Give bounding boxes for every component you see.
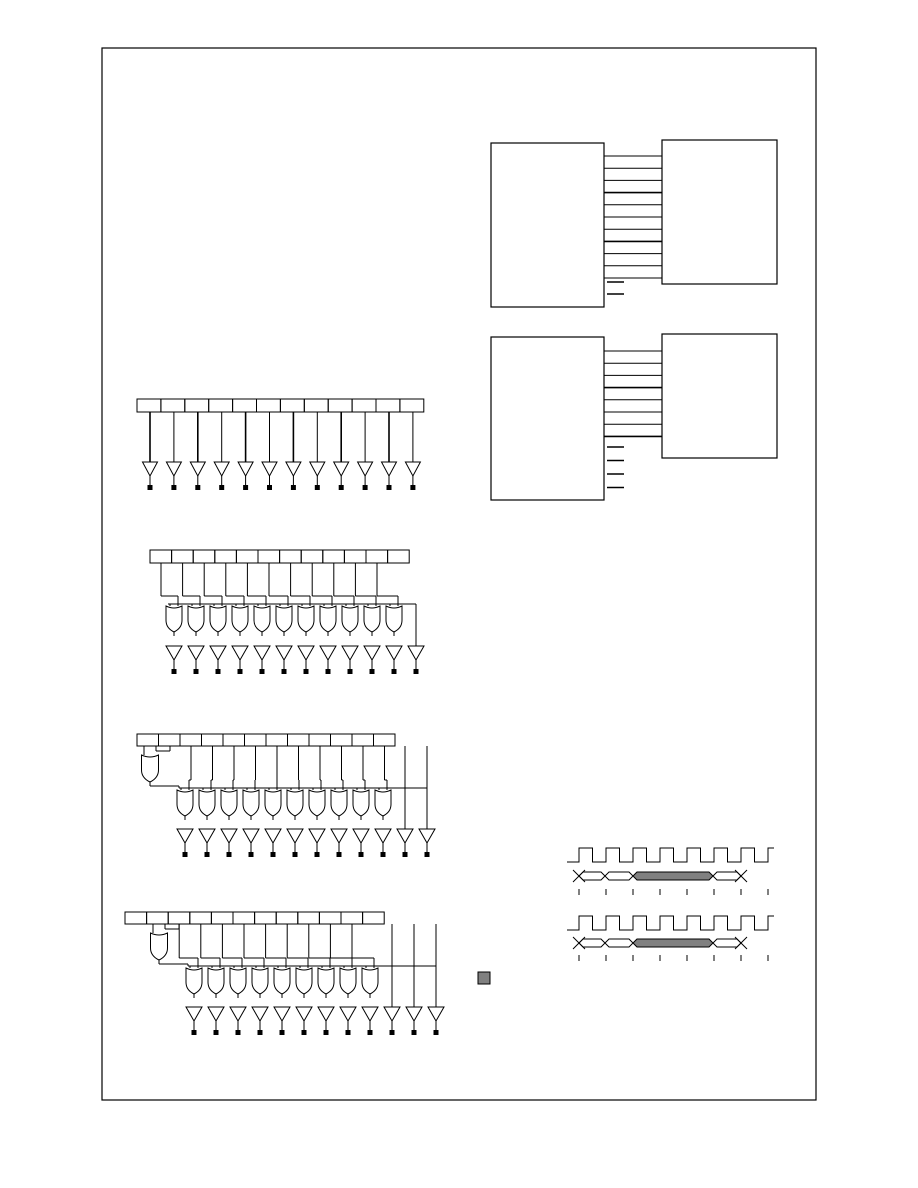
register-cell bbox=[331, 734, 353, 746]
data-segment bbox=[713, 872, 741, 880]
register-cell bbox=[211, 912, 233, 924]
legend-swatch bbox=[478, 972, 490, 984]
or-gate bbox=[265, 790, 281, 816]
or-gate bbox=[331, 790, 347, 816]
driver-triangle bbox=[386, 646, 402, 660]
output-pad bbox=[236, 1030, 241, 1035]
or-gate bbox=[188, 606, 204, 632]
output-driver bbox=[143, 462, 158, 490]
register-cell bbox=[137, 399, 161, 412]
driver-triangle bbox=[166, 462, 181, 476]
register-cell bbox=[352, 399, 376, 412]
driver-triangle bbox=[320, 646, 336, 660]
input-or-gate bbox=[142, 755, 159, 782]
output-driver bbox=[405, 462, 420, 490]
register-cell bbox=[180, 734, 202, 746]
interface-device-box bbox=[662, 334, 777, 458]
driver-triangle bbox=[221, 829, 237, 843]
or-gate bbox=[386, 606, 402, 632]
or-gate bbox=[221, 790, 237, 816]
register-cell bbox=[159, 734, 181, 746]
output-driver bbox=[296, 1007, 312, 1035]
output-pad bbox=[403, 852, 408, 857]
or-gate bbox=[287, 790, 303, 816]
driver-triangle bbox=[334, 462, 349, 476]
register-cell bbox=[304, 399, 328, 412]
legend-group bbox=[478, 972, 490, 984]
output-driver bbox=[166, 462, 181, 490]
output-driver bbox=[254, 646, 270, 674]
output-driver bbox=[188, 646, 204, 674]
timing-diagrams-group bbox=[567, 848, 774, 961]
interface-device-box bbox=[662, 140, 777, 284]
register-cell bbox=[137, 734, 159, 746]
output-driver bbox=[276, 646, 292, 674]
register-cell bbox=[193, 550, 215, 563]
driver-triangle bbox=[384, 1007, 400, 1021]
output-pad bbox=[339, 485, 344, 490]
data-segment bbox=[579, 872, 605, 880]
output-pad bbox=[315, 485, 320, 490]
driver-triangle bbox=[318, 1007, 334, 1021]
register-cell bbox=[233, 912, 255, 924]
or-gate bbox=[276, 606, 292, 632]
driver-triangle bbox=[296, 1007, 312, 1021]
driver-triangle bbox=[397, 829, 413, 843]
output-driver bbox=[406, 1007, 422, 1035]
register-cell bbox=[400, 399, 424, 412]
driver-triangle bbox=[358, 462, 373, 476]
output-pad bbox=[192, 1030, 197, 1035]
or-gate bbox=[274, 968, 290, 994]
driver-triangle bbox=[208, 1007, 224, 1021]
input-or-gate bbox=[151, 933, 168, 960]
driver-triangle bbox=[232, 646, 248, 660]
output-driver bbox=[419, 829, 435, 857]
driver-triangle bbox=[143, 462, 158, 476]
output-driver bbox=[286, 462, 301, 490]
output-driver bbox=[166, 646, 182, 674]
register-cell bbox=[341, 912, 363, 924]
register-cell bbox=[276, 912, 298, 924]
driver-triangle bbox=[254, 646, 270, 660]
register-cell bbox=[266, 734, 288, 746]
driver-triangle bbox=[210, 646, 226, 660]
output-driver bbox=[221, 829, 237, 857]
output-driver bbox=[318, 1007, 334, 1035]
output-driver bbox=[208, 1007, 224, 1035]
output-pad bbox=[326, 669, 331, 674]
driver-triangle bbox=[238, 462, 253, 476]
output-pad bbox=[280, 1030, 285, 1035]
output-driver bbox=[320, 646, 336, 674]
register-cell bbox=[374, 734, 396, 746]
or-gate bbox=[296, 968, 312, 994]
output-pad bbox=[194, 669, 199, 674]
output-pad bbox=[195, 485, 200, 490]
output-pad bbox=[370, 669, 375, 674]
block-diagram-top bbox=[491, 140, 777, 307]
output-pad bbox=[171, 485, 176, 490]
output-pad bbox=[315, 852, 320, 857]
output-pad bbox=[205, 852, 210, 857]
register-cell bbox=[301, 550, 323, 563]
output-driver bbox=[190, 462, 205, 490]
driver-triangle bbox=[177, 829, 193, 843]
output-driver bbox=[199, 829, 215, 857]
output-pad bbox=[148, 485, 153, 490]
or-gate bbox=[166, 606, 182, 632]
output-driver bbox=[262, 462, 277, 490]
register-cell bbox=[280, 399, 304, 412]
output-driver bbox=[353, 829, 369, 857]
register-direct-drive bbox=[137, 399, 424, 490]
driver-triangle bbox=[406, 1007, 422, 1021]
or-gate bbox=[252, 968, 268, 994]
driver-triangle bbox=[265, 829, 281, 843]
data-segment bbox=[713, 939, 741, 947]
output-driver bbox=[243, 829, 259, 857]
output-driver bbox=[364, 646, 380, 674]
output-pad bbox=[368, 1030, 373, 1035]
register-cell bbox=[309, 734, 331, 746]
output-driver bbox=[386, 646, 402, 674]
valid-data-window bbox=[633, 939, 713, 947]
output-driver bbox=[265, 829, 281, 857]
driver-triangle bbox=[310, 462, 325, 476]
output-pad bbox=[243, 485, 248, 490]
driver-triangle bbox=[252, 1007, 268, 1021]
or-gate bbox=[177, 790, 193, 816]
driver-triangle bbox=[382, 462, 397, 476]
register-cell bbox=[319, 912, 341, 924]
driver-triangle bbox=[364, 646, 380, 660]
output-driver bbox=[298, 646, 314, 674]
output-driver bbox=[408, 646, 424, 674]
output-pad bbox=[348, 669, 353, 674]
or-gate bbox=[364, 606, 380, 632]
register-or-drive-with-input-gate bbox=[137, 734, 435, 857]
driver-triangle bbox=[375, 829, 391, 843]
output-pad bbox=[381, 852, 386, 857]
output-pad bbox=[214, 1030, 219, 1035]
register-cell bbox=[328, 399, 352, 412]
driver-triangle bbox=[342, 646, 358, 660]
output-driver bbox=[340, 1007, 356, 1035]
driver-triangle bbox=[243, 829, 259, 843]
block-diagrams-group bbox=[491, 140, 777, 500]
driver-triangle bbox=[166, 646, 182, 660]
register-cell bbox=[280, 550, 302, 563]
output-driver bbox=[274, 1007, 290, 1035]
register-cell bbox=[233, 399, 257, 412]
register-cell bbox=[168, 912, 190, 924]
data-segment bbox=[579, 939, 605, 947]
output-pad bbox=[293, 852, 298, 857]
register-cell bbox=[150, 550, 172, 563]
driver-triangle bbox=[262, 462, 277, 476]
register-cell bbox=[190, 912, 212, 924]
register-diagrams-group bbox=[125, 399, 444, 1035]
register-cell bbox=[223, 734, 245, 746]
register-cell bbox=[258, 550, 280, 563]
register-cell bbox=[366, 550, 388, 563]
output-pad bbox=[359, 852, 364, 857]
or-gate bbox=[230, 968, 246, 994]
driver-triangle bbox=[188, 646, 204, 660]
register-cell bbox=[202, 734, 224, 746]
output-pad bbox=[282, 669, 287, 674]
output-driver bbox=[238, 462, 253, 490]
output-driver bbox=[252, 1007, 268, 1035]
driver-triangle bbox=[190, 462, 205, 476]
or-gate bbox=[254, 606, 270, 632]
output-pad bbox=[387, 485, 392, 490]
driver-triangle bbox=[353, 829, 369, 843]
register-cell bbox=[236, 550, 258, 563]
output-driver bbox=[310, 462, 325, 490]
output-driver bbox=[177, 829, 193, 857]
driver-triangle bbox=[230, 1007, 246, 1021]
timing-diagram-top bbox=[567, 848, 774, 895]
driver-triangle bbox=[362, 1007, 378, 1021]
controller-chip-box bbox=[491, 337, 604, 500]
output-driver bbox=[397, 829, 413, 857]
output-pad bbox=[258, 1030, 263, 1035]
output-driver bbox=[230, 1007, 246, 1035]
or-gate bbox=[320, 606, 336, 632]
register-cell bbox=[344, 550, 366, 563]
or-gate bbox=[375, 790, 391, 816]
output-pad bbox=[392, 669, 397, 674]
output-pad bbox=[216, 669, 221, 674]
or-gate bbox=[362, 968, 378, 994]
output-pad bbox=[260, 669, 265, 674]
output-driver bbox=[382, 462, 397, 490]
output-driver bbox=[331, 829, 347, 857]
output-driver bbox=[309, 829, 325, 857]
register-cell bbox=[257, 399, 281, 412]
register-cell bbox=[255, 912, 277, 924]
output-pad bbox=[249, 852, 254, 857]
output-pad bbox=[304, 669, 309, 674]
or-gate bbox=[353, 790, 369, 816]
output-pad bbox=[363, 485, 368, 490]
output-pad bbox=[238, 669, 243, 674]
register-cell bbox=[172, 550, 194, 563]
register-or-drive bbox=[150, 550, 424, 674]
valid-data-window bbox=[633, 872, 713, 880]
timing-diagram-bottom bbox=[567, 916, 774, 961]
output-pad bbox=[410, 485, 415, 490]
or-gate bbox=[232, 606, 248, 632]
data-segment bbox=[605, 872, 633, 880]
register-cell bbox=[125, 912, 147, 924]
output-pad bbox=[414, 669, 419, 674]
register-or-drive-with-input-gate-2 bbox=[125, 912, 444, 1035]
output-driver bbox=[186, 1007, 202, 1035]
driver-triangle bbox=[287, 829, 303, 843]
driver-triangle bbox=[331, 829, 347, 843]
output-driver bbox=[428, 1007, 444, 1035]
or-gate bbox=[186, 968, 202, 994]
register-cell bbox=[298, 912, 320, 924]
driver-triangle bbox=[405, 462, 420, 476]
output-pad bbox=[390, 1030, 395, 1035]
output-pad bbox=[219, 485, 224, 490]
register-cell bbox=[185, 399, 209, 412]
driver-triangle bbox=[214, 462, 229, 476]
driver-triangle bbox=[309, 829, 325, 843]
output-pad bbox=[337, 852, 342, 857]
register-cell bbox=[363, 912, 385, 924]
register-cell bbox=[376, 399, 400, 412]
clock-waveform bbox=[567, 848, 774, 862]
driver-triangle bbox=[340, 1007, 356, 1021]
output-pad bbox=[412, 1030, 417, 1035]
output-driver bbox=[358, 462, 373, 490]
or-gate bbox=[199, 790, 215, 816]
register-cell bbox=[388, 550, 410, 563]
output-pad bbox=[267, 485, 272, 490]
or-gate bbox=[210, 606, 226, 632]
output-driver bbox=[342, 646, 358, 674]
or-gate bbox=[340, 968, 356, 994]
output-pad bbox=[172, 669, 177, 674]
clock-waveform bbox=[567, 916, 774, 930]
output-driver bbox=[384, 1007, 400, 1035]
output-driver bbox=[375, 829, 391, 857]
driver-triangle bbox=[298, 646, 314, 660]
driver-triangle bbox=[186, 1007, 202, 1021]
register-cell bbox=[215, 550, 237, 563]
output-driver bbox=[334, 462, 349, 490]
or-gate bbox=[309, 790, 325, 816]
output-driver bbox=[287, 829, 303, 857]
register-cell bbox=[147, 912, 169, 924]
data-segment bbox=[605, 939, 633, 947]
output-pad bbox=[271, 852, 276, 857]
or-gate bbox=[208, 968, 224, 994]
or-gate bbox=[298, 606, 314, 632]
controller-chip-box bbox=[491, 143, 604, 307]
driver-triangle bbox=[428, 1007, 444, 1021]
output-pad bbox=[346, 1030, 351, 1035]
register-cell bbox=[209, 399, 233, 412]
block-diagram-bottom bbox=[491, 334, 777, 500]
or-gate bbox=[243, 790, 259, 816]
output-pad bbox=[324, 1030, 329, 1035]
output-pad bbox=[183, 852, 188, 857]
output-driver bbox=[214, 462, 229, 490]
driver-triangle bbox=[408, 646, 424, 660]
or-gate bbox=[318, 968, 334, 994]
output-driver bbox=[210, 646, 226, 674]
output-driver bbox=[362, 1007, 378, 1035]
register-cell bbox=[352, 734, 374, 746]
output-pad bbox=[434, 1030, 439, 1035]
register-cell bbox=[323, 550, 345, 563]
driver-triangle bbox=[419, 829, 435, 843]
or-gate bbox=[342, 606, 358, 632]
output-pad bbox=[291, 485, 296, 490]
output-pad bbox=[425, 852, 430, 857]
output-pad bbox=[227, 852, 232, 857]
output-pad bbox=[302, 1030, 307, 1035]
register-cell bbox=[161, 399, 185, 412]
driver-triangle bbox=[199, 829, 215, 843]
register-cell bbox=[288, 734, 310, 746]
output-driver bbox=[232, 646, 248, 674]
register-cell bbox=[245, 734, 267, 746]
driver-triangle bbox=[286, 462, 301, 476]
driver-triangle bbox=[276, 646, 292, 660]
driver-triangle bbox=[274, 1007, 290, 1021]
